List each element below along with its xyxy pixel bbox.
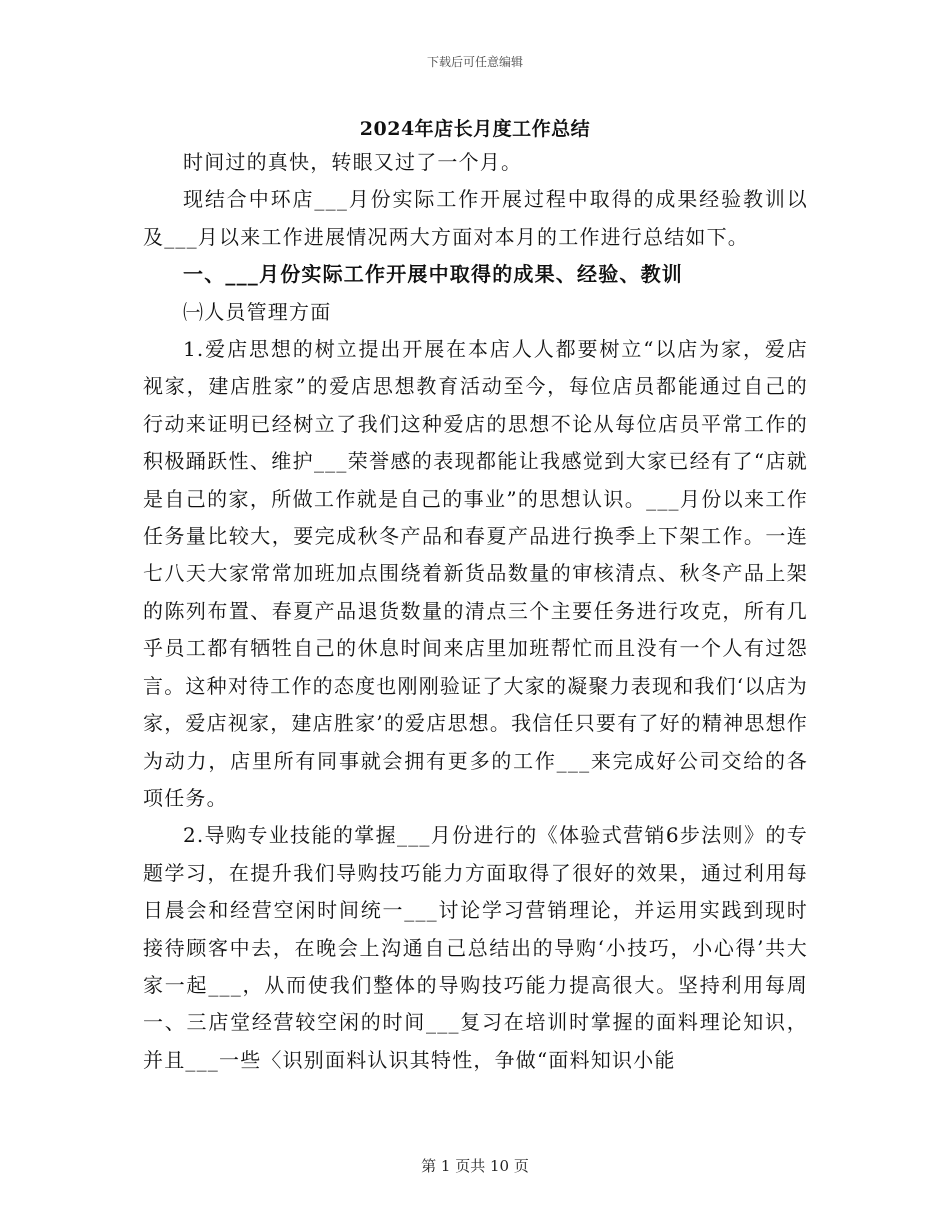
document-title: 2024年店长月度工作总结	[359, 118, 591, 140]
subsection-heading: ㈠人员管理方面	[183, 299, 332, 324]
paragraph-overview: 现结合中环店___月份实际工作开展过程中取得的成果经验教训以及___月以来工作进展情况两大方面对本月的工作进行总结如下。	[143, 187, 808, 249]
paragraph-intro: 时间过的真快，转眼又过了一个月。	[183, 150, 523, 174]
section-heading: 一、___月份实际工作开展中取得的成果、经验、教训	[183, 262, 683, 287]
paragraph-item-2: 2.导购专业技能的掌握___月份进行的《体验式营销6步法则》的专题学习，在提升我们导购技巧能力方面取得了很好的效果，通过利用每日晨会和经营空闲时间统一___讨论学习营销理论，并运用实践到现时接待顾客中去，在晚会上沟通自己总结出的导购‘小技巧，小心得’共大家一起___，从而使我们整体的导购技巧能力提高很大。坚持利用每周一、三店堂经营较空闲的时间___复习在培训时掌握的面料理论知识，并且___一些〈识别面料认识其特性，争做“面料知识小能	[143, 823, 808, 1072]
page-footer: 第 1 页共 10 页	[421, 1157, 529, 1175]
document-body	[143, 144, 808, 1079]
paragraph-item-1: 1.爱店思想的树立提出开展在本店人人都要树立“以店为家，爱店视家，建店胜家”的爱店思想教育活动至今，每位店员都能通过自己的行动来证明已经树立了我们这种爱店的思想不论从每位店员平常工作的积极踊跃性、维护___荣誉感的表现都能让我感觉到大家已经有了“店就是自己的家，所做工作就是自己的事业”的思想认识。___月份以来工作任务量比较大，要完成秋冬产品和春夏产品进行换季上下架工作。一连七八天大家常常加班加点围绕着新货品数量的审核清点、秋冬产品上架的陈列布置、春夏产品退货数量的清点三个主要任务进行攻克，所有几乎员工都有牺牲自己的休息时间来店里加班帮忙而且没有一个人有过怨言。这种对待工作的态度也刚刚验证了大家的凝聚力表现和我们‘以店为家，爱店视家，建店胜家’的爱店思想。我信任只要有了好的精神思想作为动力，店里所有同事就会拥有更多的工作___来完成好公司交给的各项任务。	[143, 337, 808, 810]
header-note: 下载后可任意编辑	[426, 55, 523, 69]
